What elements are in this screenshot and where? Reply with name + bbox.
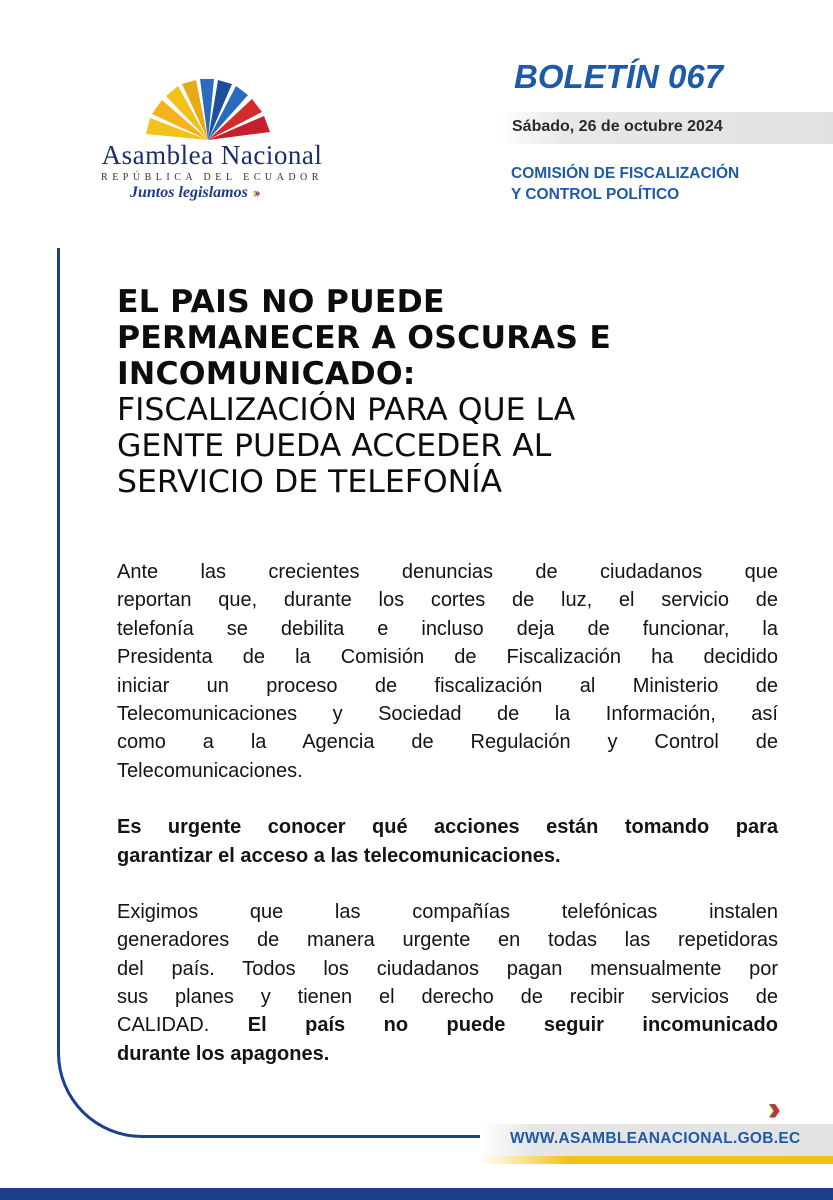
headline-line: SERVICIO DE TELEFONÍA (117, 464, 503, 500)
yellow-stripe (480, 1156, 833, 1164)
text-line: Ante las crecientes denuncias de ciudadanos que (117, 561, 778, 583)
commission-line-2: Y CONTROL POLÍTICO (511, 186, 680, 203)
slogan-chevron-icon: ››› (251, 185, 258, 201)
slogan (130, 184, 258, 202)
text-line: del país. Todos los ciudadanos pagan mensualmente por (117, 957, 778, 980)
bulletin-date: Sábado, 26 de octubre 2024 (512, 118, 723, 135)
text-line: reportan que, durante los cortes de luz, el servicio de (117, 589, 778, 612)
text-line: sus planes y tienen el derecho de recibir servicios de (117, 986, 778, 1009)
bottom-band (0, 1188, 833, 1200)
text-line: telefonía se debilita e incluso deja de funcionar, la (117, 617, 778, 640)
sunburst-emblem-icon (138, 78, 278, 144)
headline-line: GENTE PUEDA ACCEDER AL (117, 428, 552, 464)
org-subtitle: REPÚBLICA DEL ECUADOR (101, 172, 323, 183)
bulletin-body (117, 558, 778, 1068)
headline-line: PERMANECER A OSCURAS E (117, 320, 612, 356)
headline-line: FISCALIZACIÓN PARA QUE LA (117, 392, 576, 428)
headline-regular (117, 392, 757, 500)
text-bold: El país no puede seguir incomunicado (247, 1014, 778, 1037)
bulletin-number: BOLETÍN 067 (514, 58, 724, 95)
paragraph-1 (117, 558, 778, 785)
headline-bold (117, 284, 757, 392)
headline-line: INCOMUNICADO: (117, 356, 416, 392)
website-link[interactable]: WWW.ASAMBLEANACIONAL.GOB.EC (510, 1130, 801, 1147)
text-line: Exigimos que las compañías telefónicas instalen (117, 900, 778, 923)
text-line: iniciar un proceso de fiscalización al Ministerio de (117, 674, 778, 697)
asamblea-logo (60, 78, 360, 208)
paragraph-2 (117, 813, 778, 870)
paragraph-3 (117, 898, 778, 1068)
text-line: garantizar el acceso a las telecomunicaciones. (117, 844, 561, 867)
slogan-text: Juntos legislamos (130, 184, 248, 201)
commission-line-1: COMISIÓN DE FISCALIZACIÓN (511, 165, 740, 182)
headline (117, 284, 757, 500)
headline-line: EL PAIS NO PUEDE (117, 284, 445, 320)
text-line (117, 1011, 778, 1039)
org-name: Asamblea Nacional (101, 140, 323, 170)
text-line: Es urgente conocer qué acciones están tomando para (117, 816, 778, 839)
text-regular: CALIDAD. (117, 1014, 210, 1037)
text-line: como a la Agencia de Regulación y Control de (117, 731, 778, 754)
text-line: Presidenta de la Comisión de Fiscalización ha decidido (117, 646, 778, 669)
commission-name (511, 163, 739, 205)
text-line: durante los apagones. (117, 1042, 330, 1065)
text-line: Telecomunicaciones. (117, 759, 303, 782)
text-line: Telecomunicaciones y Sociedad de la Información, así (117, 702, 778, 725)
footer-chevron-icon: ››› (767, 1090, 771, 1128)
text-line: generadores de manera urgente en todas las repetidoras (117, 929, 778, 952)
